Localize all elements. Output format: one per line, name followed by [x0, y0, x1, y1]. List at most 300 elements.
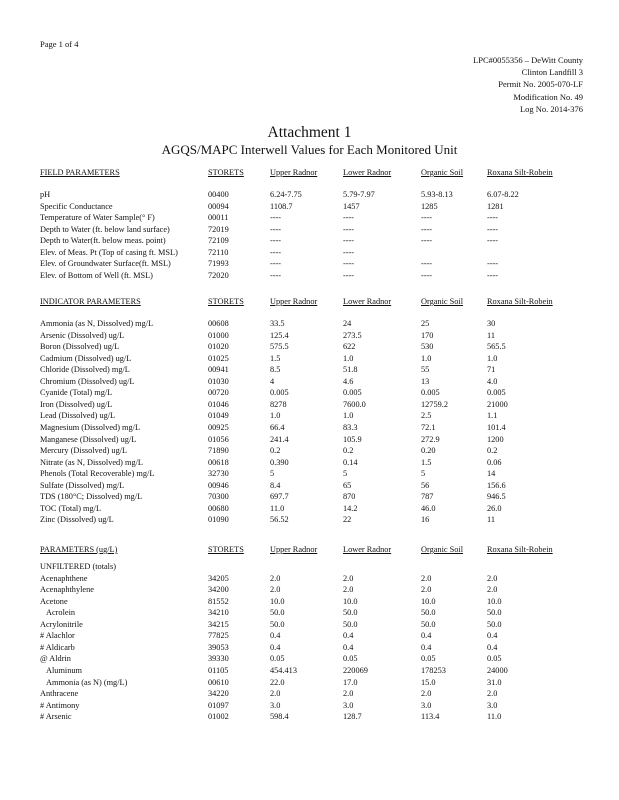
organic-soil-value: 113.4: [421, 712, 440, 722]
header-line-4: Modification No. 49: [513, 91, 583, 102]
lower-radnor-value: 105.9: [343, 434, 362, 444]
table-row: [0, 401, 619, 412]
lower-radnor-value: 2.0: [343, 573, 354, 583]
upper-radnor-value: 8.5: [270, 365, 281, 375]
organic-soil-value: 25: [421, 319, 430, 328]
upper-radnor-value: 50.0: [270, 608, 285, 618]
upper-radnor-value: 10.0: [270, 596, 285, 606]
table-row: [0, 493, 619, 504]
roxana-silt-robein-value: 14: [487, 469, 496, 479]
table-row: [0, 332, 619, 343]
upper-radnor-value: 697.7: [270, 492, 289, 502]
upper-radnor-value: ----: [270, 259, 282, 269]
storet-code: 00610: [208, 677, 229, 687]
roxana-silt-robein-heading: Roxana Silt-Robein: [487, 297, 553, 306]
roxana-silt-robein-value: 3.0: [487, 700, 498, 710]
parameter-name: Chromium (Dissolved) ug/L: [40, 376, 135, 386]
lower-radnor-value: 50.0: [343, 619, 358, 629]
storet-code: 72019: [208, 224, 229, 234]
upper-radnor-value: 2.0: [270, 573, 281, 583]
parameter-name: Arsenic (Dissolved) ug/L: [40, 330, 125, 340]
organic-soil-value: 0.4: [421, 642, 432, 652]
organic-soil-value: 0.20: [421, 446, 436, 456]
table-row: [0, 655, 619, 666]
table-row: [0, 436, 619, 447]
organic-soil-value: 2.5: [421, 411, 432, 421]
storet-code: 32730: [208, 469, 229, 479]
table-row: [0, 563, 619, 574]
table-row: [0, 343, 619, 354]
lower-radnor-value: ----: [343, 247, 355, 257]
upper-radnor-value: ----: [270, 247, 282, 257]
roxana-silt-robein-value: 71: [487, 365, 496, 375]
table-row: [0, 575, 619, 586]
storet-code: 01025: [208, 353, 229, 363]
organic-soil-value: 50.0: [421, 619, 436, 629]
storet-code: 71993: [208, 259, 229, 269]
upper-radnor-value: 66.4: [270, 422, 285, 432]
parameter-name: Acrolein: [46, 608, 76, 618]
roxana-silt-robein-value: 50.0: [487, 619, 502, 629]
indicator-table-header: [0, 298, 619, 309]
section-heading: INDICATOR PARAMETERS: [40, 297, 141, 306]
storets-heading: STORETS: [208, 297, 244, 306]
table-row: [0, 482, 619, 493]
storet-code: 00680: [208, 503, 229, 513]
roxana-silt-robein-heading: Roxana Silt-Robein: [487, 545, 553, 554]
lower-radnor-value: 0.005: [343, 388, 362, 398]
upper-radnor-value: 8.4: [270, 480, 281, 490]
organic-soil-value: 2.0: [421, 585, 432, 595]
parameter-name: TDS (180°C; Dissolved) mg/L: [40, 492, 143, 502]
parameter-name: Depth to Water(ft. below meas. point): [40, 236, 166, 246]
organic-soil-value: 170: [421, 330, 434, 340]
lower-radnor-value: 5: [343, 469, 348, 479]
lower-radnor-value: 273.5: [343, 330, 362, 340]
storet-code: 34220: [208, 689, 229, 699]
storet-code: 81552: [208, 596, 229, 606]
table-row: [0, 260, 619, 271]
table-row: [0, 632, 619, 643]
parameter-name: Manganese (Dissolved) ug/L: [40, 434, 137, 444]
organic-soil-value: 2.0: [421, 689, 432, 699]
lower-radnor-value: 2.0: [343, 585, 354, 595]
table-row: [0, 320, 619, 331]
table-row: [0, 378, 619, 389]
organic-soil-value: 50.0: [421, 608, 436, 618]
table-row: [0, 424, 619, 435]
roxana-silt-robein-value: 0.005: [487, 388, 506, 398]
organic-soil-value: 0.005: [421, 388, 440, 398]
roxana-silt-robein-value: 101.4: [487, 422, 506, 432]
section-heading: FIELD PARAMETERS: [40, 168, 120, 177]
roxana-silt-robein-value: ----: [487, 270, 499, 280]
lower-radnor-value: 4.6: [343, 376, 354, 386]
upper-radnor-heading: Upper Radnor: [270, 297, 318, 306]
table-row: [0, 690, 619, 701]
upper-radnor-heading: Upper Radnor: [270, 168, 318, 177]
parameter-name: Acenaphthene: [40, 573, 88, 583]
roxana-silt-robein-value: 1200: [487, 434, 504, 444]
storet-code: 71890: [208, 446, 229, 456]
organic-soil-value: 3.0: [421, 700, 432, 710]
parameter-name: Mercury (Dissolved) ug/L: [40, 446, 128, 456]
roxana-silt-robein-value: 0.05: [487, 654, 502, 664]
organic-soil-value: 1.0: [421, 353, 432, 363]
roxana-silt-robein-value: ----: [487, 224, 499, 234]
roxana-silt-robein-value: 946.5: [487, 492, 506, 502]
upper-radnor-value: 5: [270, 469, 275, 479]
organic-soil-heading: Organic Soil: [421, 168, 464, 177]
lower-radnor-heading: Lower Radnor: [343, 297, 392, 306]
lower-radnor-value: 0.14: [343, 457, 358, 467]
lower-radnor-value: 0.2: [343, 446, 354, 456]
header-line-1: LPC#0055356 – DeWitt County: [473, 55, 583, 65]
storet-code: 72110: [208, 247, 229, 257]
upper-radnor-value: 0.05: [270, 654, 285, 664]
lower-radnor-value: 65: [343, 480, 352, 490]
table-row: [0, 586, 619, 597]
upper-radnor-value: 33.5: [270, 319, 285, 328]
organic-soil-value: 13: [421, 376, 430, 386]
storet-code: 01049: [208, 411, 229, 421]
lower-radnor-value: 1.0: [343, 411, 354, 421]
organic-soil-value: 10.0: [421, 596, 436, 606]
lower-radnor-value: 1.0: [343, 353, 354, 363]
storet-code: 70300: [208, 492, 229, 502]
roxana-silt-robein-value: 0.4: [487, 631, 498, 641]
storet-code: 77825: [208, 631, 229, 641]
roxana-silt-robein-value: 1.0: [487, 353, 498, 363]
table-row: [0, 214, 619, 225]
lower-radnor-value: 0.4: [343, 642, 354, 652]
roxana-silt-robein-value: 11: [487, 330, 495, 340]
parameter-name: UNFILTERED (totals): [40, 562, 116, 571]
lower-radnor-value: 51.8: [343, 365, 358, 375]
parameter-name: Aluminum: [46, 665, 82, 675]
organic-soil-value: 787: [421, 492, 434, 502]
parameter-name: Specific Conductance: [40, 201, 113, 211]
upper-radnor-value: 125.4: [270, 330, 289, 340]
organic-soil-value: 1.5: [421, 457, 432, 467]
lower-radnor-value: 0.05: [343, 654, 358, 664]
organic-soil-value: 0.4: [421, 631, 432, 641]
storet-code: 00608: [208, 319, 229, 328]
storet-code: 34215: [208, 619, 229, 629]
parameter-name: Anthracene: [40, 689, 79, 699]
organic-soil-value: 16: [421, 515, 430, 525]
table-row: [0, 644, 619, 655]
table-row: [0, 459, 619, 470]
upper-radnor-value: 8278: [270, 399, 287, 409]
storet-code: 01000: [208, 330, 229, 340]
lower-radnor-value: 220069: [343, 665, 368, 675]
organic-soil-value: ----: [421, 270, 433, 280]
roxana-silt-robein-value: 6.07-8.22: [487, 190, 519, 199]
upper-radnor-value: 1.0: [270, 411, 281, 421]
parameter-name: Phenols (Total Recoverable) mg/L: [40, 469, 155, 479]
roxana-silt-robein-value: 2.0: [487, 689, 498, 699]
upper-radnor-value: 2.0: [270, 689, 281, 699]
lower-radnor-value: 22: [343, 515, 352, 525]
storet-code: 00011: [208, 213, 229, 223]
lower-radnor-value: 1457: [343, 201, 360, 211]
roxana-silt-robein-value: ----: [487, 213, 499, 223]
parameter-name: Lead (Dissolved) ug/L: [40, 411, 116, 421]
organic-soil-value: 46.0: [421, 503, 436, 513]
document-title: Attachment 1: [267, 124, 352, 141]
lower-radnor-value: 128.7: [343, 712, 362, 722]
parameter-name: # Alachlor: [40, 631, 75, 641]
upper-radnor-value: 0.005: [270, 388, 289, 398]
roxana-silt-robein-value: 4.0: [487, 376, 498, 386]
parameter-name: Acetone: [40, 596, 68, 606]
lower-radnor-value: 7600.0: [343, 399, 366, 409]
lower-radnor-value: ----: [343, 259, 355, 269]
parameter-name: # Antimony: [40, 700, 80, 710]
parameter-name: Cadmium (Dissolved) ug/L: [40, 353, 132, 363]
lower-radnor-value: 5.79-7.97: [343, 190, 375, 199]
organic-soil-value: 56: [421, 480, 430, 490]
organic-soil-heading: Organic Soil: [421, 545, 464, 554]
storet-code: 00941: [208, 365, 229, 375]
storet-code: 72109: [208, 236, 229, 246]
storet-code: 00925: [208, 422, 229, 432]
parameter-name: @ Aldrin: [40, 654, 71, 664]
table-row: [0, 679, 619, 690]
table-row: [0, 609, 619, 620]
roxana-silt-robein-value: 2.0: [487, 585, 498, 595]
organic-soil-value: 12759.2: [421, 399, 448, 409]
header-line-5: Log No. 2014-376: [519, 103, 583, 114]
parameter-name: Elev. of Bottom of Well (ft. MSL): [40, 270, 153, 280]
upper-radnor-value: 3.0: [270, 700, 281, 710]
upper-radnor-value: 454.413: [270, 665, 297, 675]
document-header: [473, 54, 583, 115]
organic-soil-value: 2.0: [421, 573, 432, 583]
upper-radnor-value: ----: [270, 213, 282, 223]
storet-code: 34205: [208, 573, 229, 583]
parameter-name: # Arsenic: [40, 712, 72, 722]
upper-radnor-value: 50.0: [270, 619, 285, 629]
lower-radnor-value: ----: [343, 224, 355, 234]
organic-soil-value: 1285: [421, 201, 438, 211]
table-row: [0, 412, 619, 423]
lower-radnor-heading: Lower Radnor: [343, 545, 392, 554]
organic-soil-value: 0.05: [421, 654, 436, 664]
upper-radnor-value: 2.0: [270, 585, 281, 595]
roxana-silt-robein-value: 10.0: [487, 596, 502, 606]
upper-radnor-value: 0.2: [270, 446, 281, 456]
roxana-silt-robein-value: 21000: [487, 399, 508, 409]
lower-radnor-value: ----: [343, 213, 355, 223]
table-row: [0, 713, 619, 724]
table-row: [0, 226, 619, 237]
storet-code: 01030: [208, 376, 229, 386]
parameter-name: Acenaphthylene: [40, 585, 94, 595]
roxana-silt-robein-value: 156.6: [487, 480, 506, 490]
parameter-name: Nitrate (as N, Dissolved) mg/L: [40, 457, 143, 467]
page-label: Page 1 of 4: [40, 39, 79, 49]
table-row: [0, 621, 619, 632]
lower-radnor-value: 14.2: [343, 503, 358, 513]
lower-radnor-value: 622: [343, 342, 356, 352]
parameter-name: Temperature of Water Sample(° F): [40, 213, 155, 223]
lower-radnor-value: 2.0: [343, 689, 354, 699]
upper-radnor-value: 575.5: [270, 342, 289, 352]
parameter-name: Depth to Water (ft. below land surface): [40, 224, 170, 234]
organic-soil-value: 5.93-8.13: [421, 190, 453, 199]
parameter-name: Sulfate (Dissolved) mg/L: [40, 480, 125, 490]
table-row: [0, 191, 619, 202]
organic-soil-value: 72.1: [421, 422, 436, 432]
upper-radnor-value: 56.52: [270, 515, 289, 525]
storet-code: 34210: [208, 608, 229, 618]
upper-radnor-value: ----: [270, 224, 282, 234]
lower-radnor-value: 10.0: [343, 596, 358, 606]
lower-radnor-value: 50.0: [343, 608, 358, 618]
header-line-2: Clinton Landfill 3: [521, 67, 583, 78]
parameter-name: Zinc (Dissolved) ug/L: [40, 515, 114, 525]
table-row: [0, 505, 619, 516]
storet-code: 01002: [208, 712, 229, 722]
roxana-silt-robein-value: 50.0: [487, 608, 502, 618]
lower-radnor-value: 17.0: [343, 677, 358, 687]
upper-radnor-value: ----: [270, 236, 282, 246]
table-row: [0, 389, 619, 400]
table-row: [0, 203, 619, 214]
upper-radnor-value: 4: [270, 376, 275, 386]
organic-soil-value: 272.9: [421, 434, 440, 444]
storet-code: 39330: [208, 654, 229, 664]
table-row: [0, 598, 619, 609]
roxana-silt-robein-value: 26.0: [487, 503, 502, 513]
table-row: [0, 470, 619, 481]
upper-radnor-value: 1108.7: [270, 201, 293, 211]
section-heading: PARAMETERS (ug/L): [40, 545, 118, 554]
storet-code: 01056: [208, 434, 229, 444]
roxana-silt-robein-value: 0.06: [487, 457, 502, 467]
parameter-name: pH: [40, 190, 51, 199]
parameter-name: Acrylonitrile: [40, 619, 83, 629]
parameter-name: Elev. of Meas. Pt (Top of casing ft. MSL): [40, 247, 178, 257]
upper-radnor-value: 598.4: [270, 712, 289, 722]
upper-radnor-value: ----: [270, 270, 282, 280]
storet-code: 01090: [208, 515, 229, 525]
organic-soil-value: 178253: [421, 665, 446, 675]
roxana-silt-robein-value: 0.2: [487, 446, 498, 456]
parameter-name: # Aldicarb: [40, 642, 75, 652]
organic-soil-value: ----: [421, 213, 433, 223]
parameter-name: TOC (Total) mg/L: [40, 503, 102, 513]
storet-code: 00720: [208, 388, 229, 398]
roxana-silt-robein-value: ----: [487, 259, 499, 269]
upper-radnor-value: 0.4: [270, 631, 281, 641]
table-row: [0, 667, 619, 678]
lower-radnor-value: 870: [343, 492, 356, 502]
upper-radnor-heading: Upper Radnor: [270, 545, 318, 554]
organic-soil-value: ----: [421, 224, 433, 234]
table-row: [0, 249, 619, 260]
field-table-header: [0, 169, 619, 180]
organic-soil-value: 5: [421, 469, 426, 479]
storets-heading: STORETS: [208, 545, 244, 554]
upper-radnor-value: 6.24-7.75: [270, 190, 302, 199]
parameter-name: Ammonia (as N, Dissolved) mg/L: [40, 319, 154, 328]
table-row: [0, 516, 619, 527]
parameter-name: Chloride (Dissolved) mg/L: [40, 365, 130, 375]
roxana-silt-robein-value: 0.4: [487, 642, 498, 652]
roxana-silt-robein-value: ----: [487, 236, 499, 246]
storets-heading: STORETS: [208, 168, 244, 177]
roxana-silt-robein-heading: Roxana Silt-Robein: [487, 168, 553, 177]
organic-soil-value: 55: [421, 365, 430, 375]
lower-radnor-value: ----: [343, 236, 355, 246]
organic-soil-heading: Organic Soil: [421, 297, 464, 306]
table-row: [0, 355, 619, 366]
roxana-silt-robein-value: 1.1: [487, 411, 498, 421]
roxana-silt-robein-value: 11: [487, 515, 495, 525]
lower-radnor-value: 3.0: [343, 700, 354, 710]
lower-radnor-heading: Lower Radnor: [343, 168, 392, 177]
storet-code: 00400: [208, 190, 229, 199]
roxana-silt-robein-value: 30: [487, 319, 496, 328]
storet-code: 00618: [208, 457, 229, 467]
parameter-name: Ammonia (as N) (mg/L): [46, 677, 128, 687]
upper-radnor-value: 11.0: [270, 503, 285, 513]
upper-radnor-value: 0.4: [270, 642, 281, 652]
storet-code: 01105: [208, 665, 229, 675]
upper-radnor-value: 1.5: [270, 353, 281, 363]
parameter-name: Magnesium (Dissolved) mg/L: [40, 422, 141, 432]
table-row: [0, 272, 619, 283]
table-row: [0, 702, 619, 713]
upper-radnor-value: 0.390: [270, 457, 289, 467]
roxana-silt-robein-value: 31.0: [487, 677, 502, 687]
parameter-name: Elev. of Groundwater Surface(ft. MSL): [40, 259, 171, 269]
table-row: [0, 447, 619, 458]
parameter-name: Cyanide (Total) mg/L: [40, 388, 113, 398]
roxana-silt-robein-value: 24000: [487, 665, 508, 675]
parameter-name: Iron (Dissolved) ug/L: [40, 399, 113, 409]
storet-code: 34200: [208, 585, 229, 595]
lower-radnor-value: 24: [343, 319, 352, 328]
parameter-name: Boron (Dissolved) ug/L: [40, 342, 120, 352]
lower-radnor-value: 0.4: [343, 631, 354, 641]
storet-code: 01020: [208, 342, 229, 352]
storet-code: 00094: [208, 201, 229, 211]
upper-radnor-value: 241.4: [270, 434, 289, 444]
header-line-3: Permit No. 2005-070-LF: [498, 79, 583, 90]
roxana-silt-robein-value: 11.0: [487, 712, 502, 722]
storet-code: 00946: [208, 480, 229, 490]
organic-soil-value: 15.0: [421, 677, 436, 687]
storet-code: 72020: [208, 270, 229, 280]
document-subtitle: AGQS/MAPC Interwell Values for Each Monitored Unit: [161, 142, 458, 157]
roxana-silt-robein-value: 1281: [487, 201, 504, 211]
storet-code: 39053: [208, 642, 229, 652]
storet-code: 01046: [208, 399, 229, 409]
table-row: [0, 366, 619, 377]
organic-soil-value: ----: [421, 259, 433, 269]
upper-radnor-value: 22.0: [270, 677, 285, 687]
roxana-silt-robein-value: 2.0: [487, 573, 498, 583]
parameters-table-header: [0, 546, 619, 557]
organic-soil-value: ----: [421, 236, 433, 246]
lower-radnor-value: 83.3: [343, 422, 358, 432]
table-row: [0, 237, 619, 248]
storet-code: 01097: [208, 700, 229, 710]
